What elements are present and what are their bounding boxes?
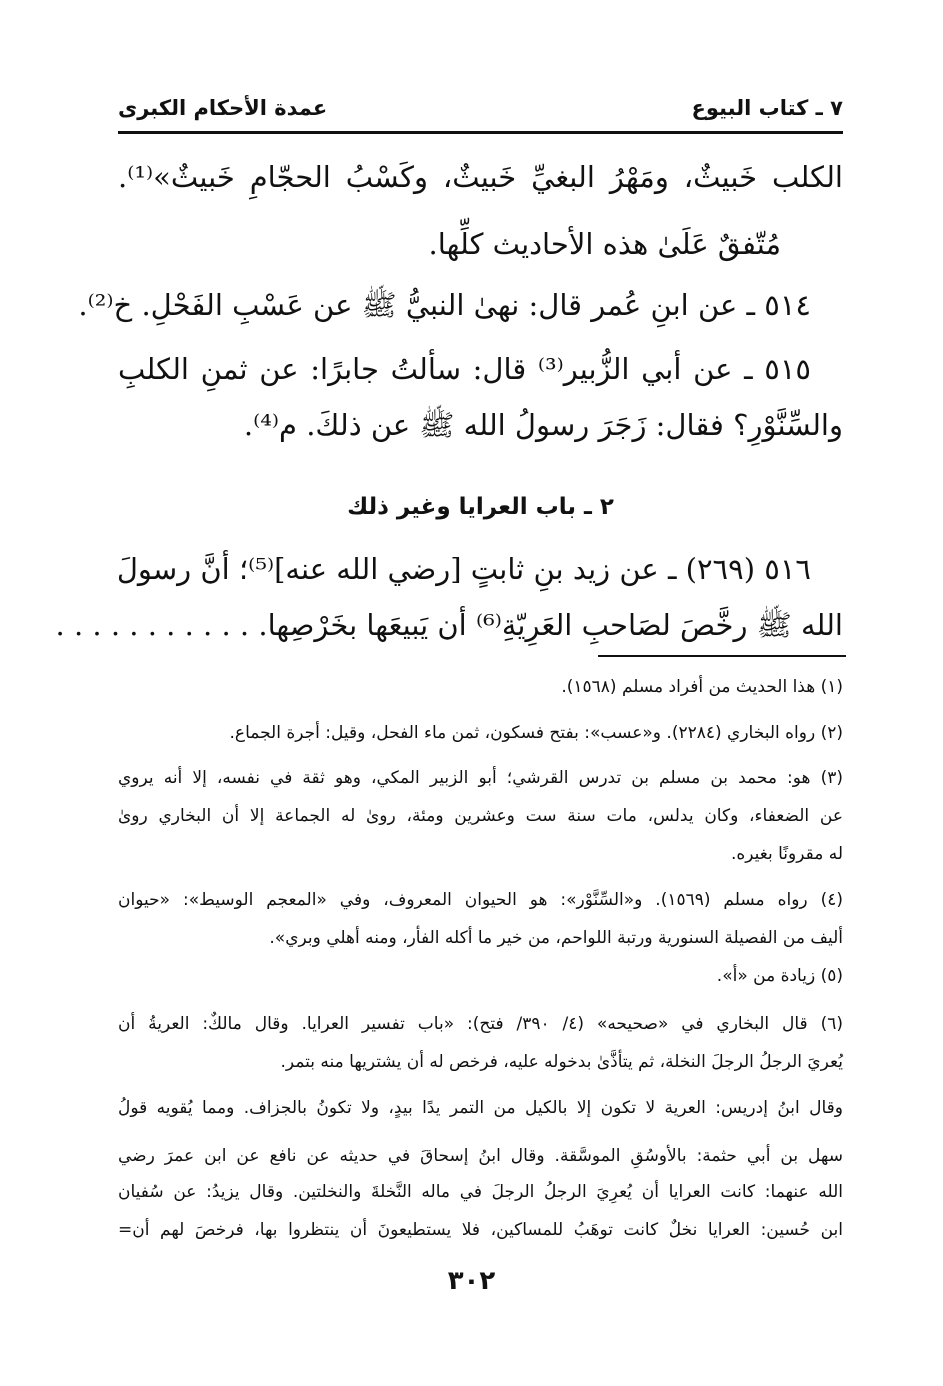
hadith-514: ٥١٤ ـ عن ابنِ عُمر قال: نهىٰ النبيُّ ﷺ عن عَسْبِ الفَحْلِ. خ⁽²⁾. — [78, 288, 811, 322]
footnote-1: (١) هذا الحديث من أفراد مسلم (١٥٦٨). — [561, 677, 843, 697]
footnote-6: (٦) قال البخاري في «صحيحه» (٤/ ٣٩٠/ فتح): «باب تفسير العرايا. وقال مالكٌ: العريةُ أن — [118, 1014, 843, 1034]
footnote-6-cont: سهل بن أبي حثمة: بالأوسُقِ الموسَّقة. وقال ابنُ إسحاقَ في حديثه عن نافع عن ابن عمرَ رضي — [118, 1146, 843, 1166]
footnote-4: (٤) رواه مسلم (١٥٦٩). و«السِّنَّوْر»: هو الحيوان المعروف، وفي «المعجم الوسيط»: «حيوان — [118, 890, 843, 910]
footnote-6-cont: يُعريَ الرجلُ الرجلَ النخلة، ثم يتأذَّىٰ بدخوله عليه، فرخص له أن يشتريها منه بتمر. — [280, 1052, 843, 1072]
footnote-4-cont: أليف من الفصيلة السنورية ورتبة اللواحم، من خير ما أكله الفأر، ومنه أهلي وبري». — [269, 928, 843, 948]
footnote-3-cont: عن الضعفاء، وكان يدلس، مات سنة ست وعشرين ومئة، روىٰ له الجماعة إلا أن البخاري روىٰ — [118, 806, 843, 826]
footnote-3-cont: له مقرونًا بغيره. — [730, 844, 843, 864]
footnote-3: (٣) هو: محمد بن مسلم بن تدرس القرشي؛ أبو الزبير المكي، وهو ثقة في نفسه، إلا أنه يروي — [118, 768, 843, 788]
header-divider — [118, 131, 843, 134]
text-line: مُتّفقٌ عَلَىٰ هذه الأحاديث كلِّها. — [428, 227, 781, 261]
hadith-515: ٥١٥ ـ عن أبي الزُّبير⁽³⁾ قال: سألتُ جابرًا: عن ثمنِ الكلبِ — [118, 352, 811, 386]
hadith-516: ٥١٦ (٢٦٩) ـ عن زيد بنِ ثابتٍ [رضي الله عنه]⁽⁵⁾؛ أنَّ رسولَ — [116, 552, 811, 586]
footnote-6-cont: ابن حُسين: العرايا نخلٌ كانت توهَبُ للمساكين، فلا يستطيعونَ أن ينتظروا بها، فرخصَ لهم أن= — [118, 1220, 843, 1240]
section-heading: ٢ ـ باب العرايا وغير ذلك — [347, 494, 614, 520]
footnote-2: (٢) رواه البخاري (٢٢٨٤). و«عسب»: بفتح فسكون، ثمن ماء الفحل، وقيل: أجرة الجماع. — [229, 723, 843, 743]
footnote-5: (٥) زيادة من «أ». — [716, 966, 843, 986]
footnote-6-cont: وقال ابنُ إدريس: العرية لا تكون إلا بالكيل من التمر يدًا بيدٍ، ولا تكونُ بالجزاف. ومما يُقويه قولُ — [118, 1098, 843, 1118]
footnote-6-cont: الله عنهما: كانت العرايا أن يُعرِيَ الرجلُ الرجلَ في ماله النَّخلةَ والنخلتين. وقال يزيدُ: عن سُفيان — [118, 1182, 843, 1202]
running-header — [118, 92, 843, 132]
footnote-divider — [598, 655, 846, 657]
book-title: عمدة الأحكام الكبرى — [118, 96, 328, 120]
text-line: الله ﷺ رخَّصَ لصَاحبِ العَرِيّةِ⁽⁶⁾ أن يَبيعَها بخَرْصِها. . . . . . . . . . . . — [55, 608, 843, 642]
text-line: الكلب خَبيثٌ، ومَهْرُ البغيِّ خَبيثٌ، وكَسْبُ الحجّامِ خَبيثٌ»⁽¹⁾. — [118, 160, 843, 194]
page-number: ٣٠٢ — [447, 1266, 496, 1296]
text-line: والسِّنَّوْرِ؟ فقال: زَجَرَ رسولُ الله ﷺ عن ذلكَ. م⁽⁴⁾. — [243, 408, 843, 442]
chapter-title: ٧ ـ كتاب البيوع — [691, 96, 843, 120]
